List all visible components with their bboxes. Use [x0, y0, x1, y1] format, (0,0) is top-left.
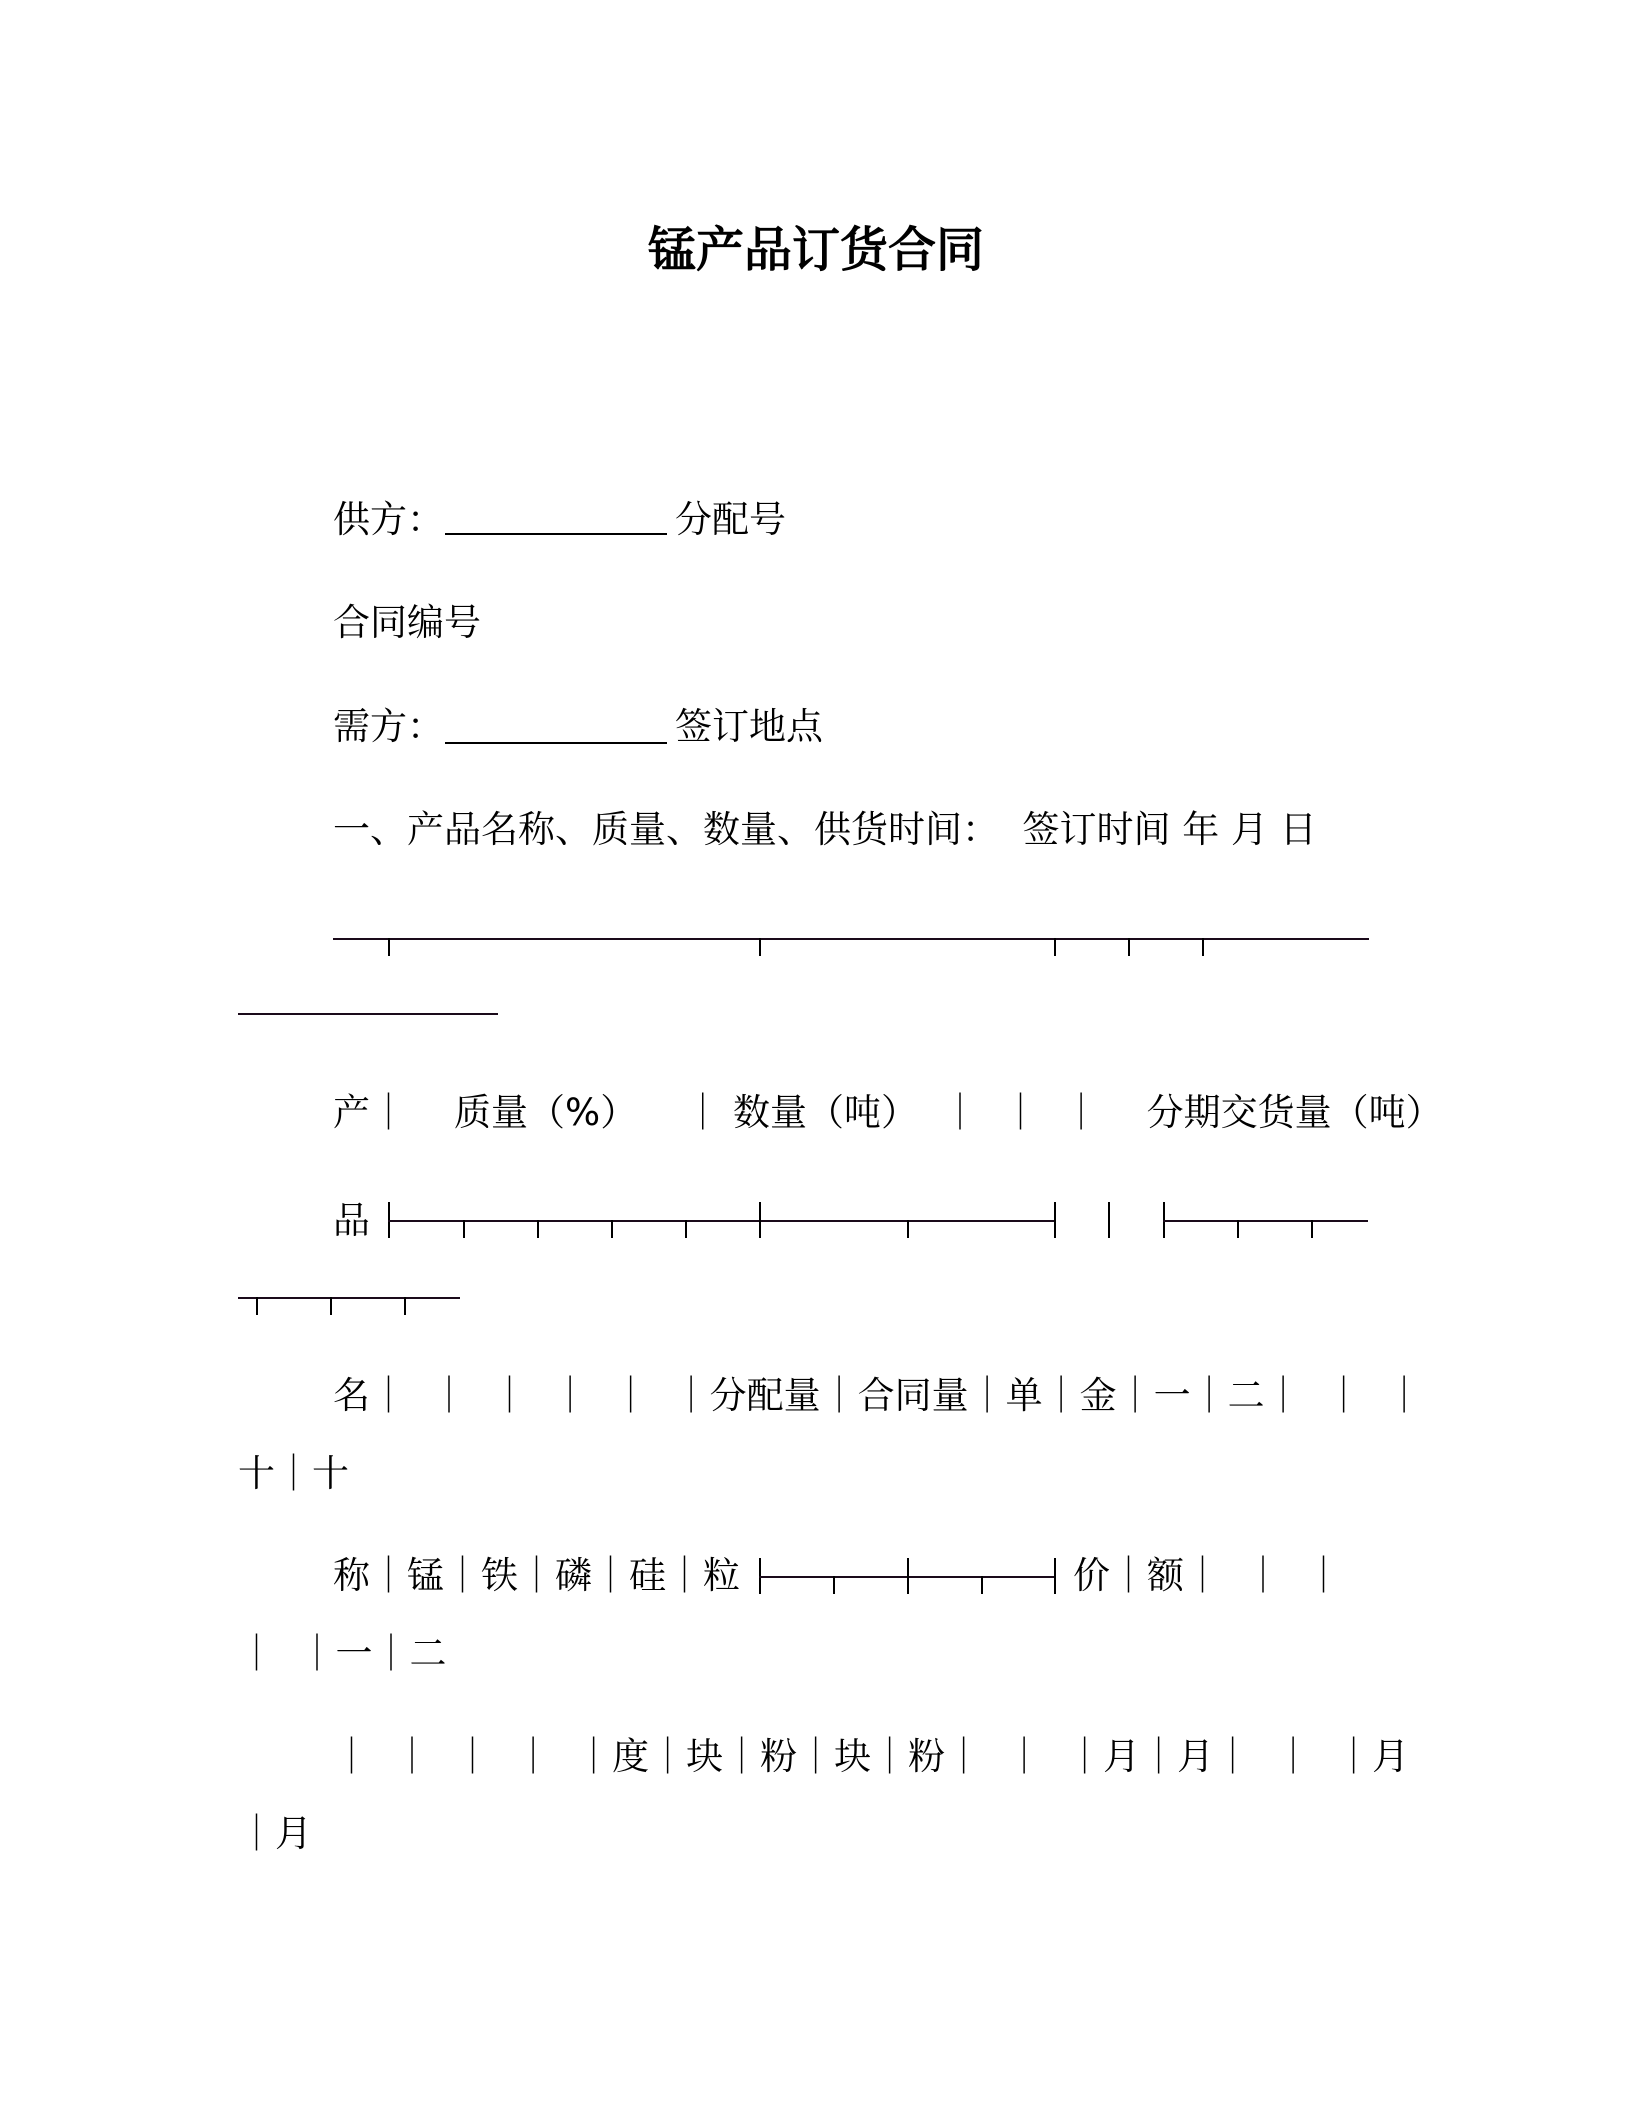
table-row-4-cont: ｜ ｜一｜二 — [238, 1632, 447, 1675]
row-2-line — [388, 1220, 1054, 1222]
supplier-blank — [445, 533, 667, 535]
tick — [1311, 1220, 1313, 1238]
buyer-label: 需方： — [333, 705, 444, 748]
table-row-3: 名｜ ｜ ｜ ｜ ｜ ｜分配量｜合同量｜单｜金｜一｜二｜ ｜ ｜ — [333, 1374, 1423, 1417]
row-2-line-cont — [238, 1297, 460, 1299]
divider — [759, 1202, 761, 1238]
tick — [330, 1297, 332, 1315]
table-row-1: 产｜ 质量（%） ｜ 数量（吨） ｜ ｜ ｜ 分期交货量（吨） — [333, 1091, 1443, 1134]
table-row-4-mid: 价｜额｜ ｜ ｜ — [1073, 1554, 1343, 1597]
divider — [1054, 1558, 1056, 1594]
sign-place-label: 签订地点 — [675, 705, 823, 748]
table-row-4: 称｜锰｜铁｜磷｜硅｜粒 — [333, 1554, 740, 1597]
tick — [537, 1220, 539, 1238]
contract-no-label: 合同编号 — [333, 601, 481, 644]
table-row-5-cont: ｜月 — [238, 1812, 312, 1855]
tick — [685, 1220, 687, 1238]
table-top-border — [333, 938, 1369, 940]
tick — [1237, 1220, 1239, 1238]
document-title: 锰产品订货合同 — [647, 222, 984, 278]
table-row-2-label: 品 — [333, 1199, 370, 1242]
supplier-label: 供方： — [333, 498, 444, 541]
divider — [1054, 1202, 1056, 1238]
tick — [1202, 938, 1204, 956]
section1-heading: 一、产品名称、质量、数量、供货时间： 签订时间 年 月 日 — [333, 808, 1317, 851]
tick — [256, 1297, 258, 1315]
divider — [907, 1558, 909, 1594]
tick — [463, 1220, 465, 1238]
tick — [611, 1220, 613, 1238]
table-top-border-cont — [238, 1013, 498, 1015]
tick — [388, 938, 390, 956]
buyer-blank — [445, 742, 667, 744]
tick — [981, 1576, 983, 1594]
tick — [1054, 938, 1056, 956]
table-row-5: ｜ ｜ ｜ ｜ ｜度｜块｜粉｜块｜粉｜ ｜ ｜月｜月｜ ｜ ｜月 — [333, 1735, 1410, 1778]
divider — [1108, 1202, 1110, 1238]
row-2-line-right — [1163, 1220, 1368, 1222]
tick — [907, 1220, 909, 1238]
tick — [404, 1297, 406, 1315]
allocation-label: 分配号 — [675, 498, 786, 541]
table-row-3-cont: 十｜十 — [238, 1452, 349, 1495]
tick — [759, 938, 761, 956]
tick — [1128, 938, 1130, 956]
tick — [833, 1576, 835, 1594]
